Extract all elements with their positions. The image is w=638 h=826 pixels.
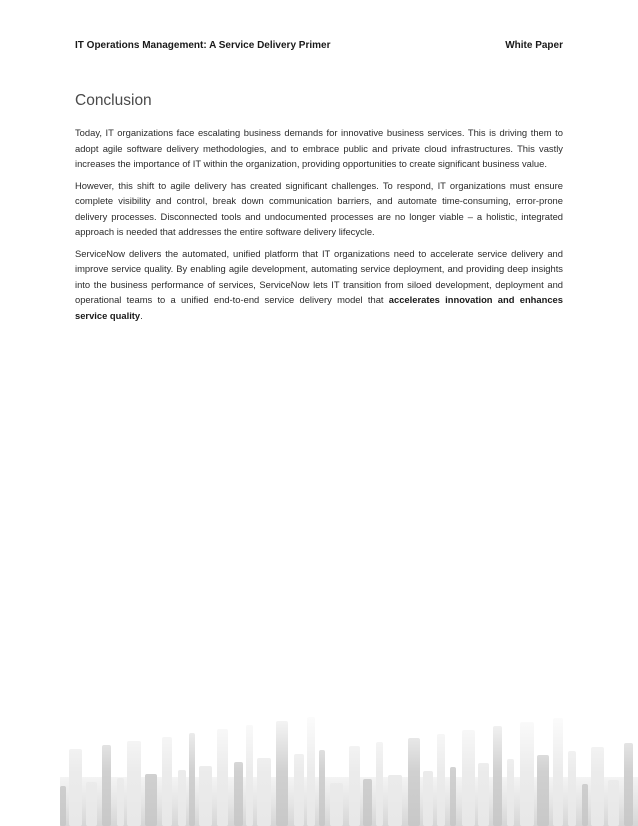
header-document-type: White Paper — [505, 40, 563, 51]
section-title: Conclusion — [75, 92, 152, 109]
paragraph-3-tail: . — [140, 309, 143, 321]
paragraph-2: However, this shift to agile delivery has created significant challenges. To respond, IT organizations must ensure complete visibility and control, break down communication barriers, and automate time-consuming, error-prone delivery processes. Disconnected tools and undocumented processes are no longer viable – a holistic, integrated approach is needed that addresses the entire software delivery lifecycle. — [75, 179, 563, 237]
paragraph-1: Today, IT organizations face escalating business demands for innovative business services. This is driving them to adopt agile software delivery methodologies, and to embrace public and private cloud infrastructures. This vastly increases the importance of IT within the organization, providing opportunities to create significant business value. — [75, 127, 563, 169]
paragraph-3-lead: ServiceNow delivers the automated, unified platform that IT organizations need to accelerate service delivery and improve service quality. By enabling agile development, automating service deployment, and providing deep insights into the business performance of services, ServiceNow lets IT transition from siloed development, deployment and operational teams to a unified end-to-end service delivery model that — [75, 247, 563, 305]
paragraph-3 — [75, 246, 563, 324]
section-body — [75, 125, 563, 329]
header-title: IT Operations Management: A Service Delivery Primer — [75, 40, 331, 51]
paragraph-3-emphasis: accelerates innovation and enhances service quality — [75, 294, 563, 321]
page-header — [75, 40, 563, 51]
footer-decoration — [60, 705, 638, 826]
